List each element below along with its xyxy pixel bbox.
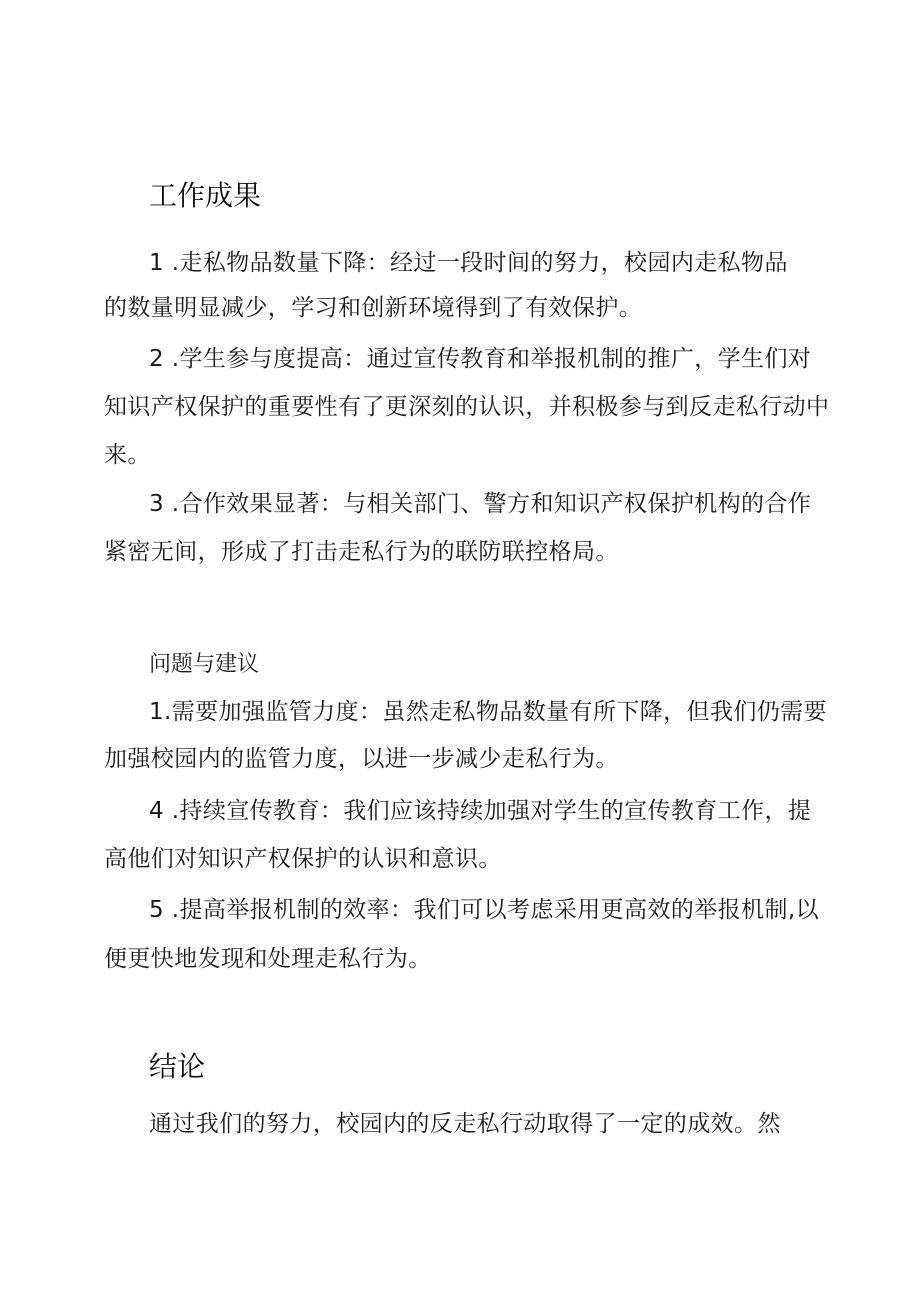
- issue-item-1-line-1: 1.需要加强监管力度：虽然走私物品数量有所下降，但我们仍需要: [149, 699, 827, 725]
- result-item-3-line-2: 紧密无间，形成了打击走私行为的联防联控格局。: [104, 539, 619, 565]
- result-item-1-line-2: 的数量明显减少，学习和创新环境得到了有效保护。: [104, 295, 643, 321]
- result-item-2-line-1: 2 .学生参与度提高：通过宣传教育和举报机制的推广，学生们对: [149, 346, 812, 372]
- issue-item-5-line-2: 便更快地发现和处理走私行为。: [104, 946, 432, 972]
- result-item-3-line-1: 3 .合作效果显著：与相关部门、警方和知识产权保护机构的合作: [149, 491, 812, 517]
- section-heading-work-results: 工作成果: [149, 179, 262, 212]
- result-item-1-line-1: 1 .走私物品数量下降：经过一段时间的努力，校园内走私物品: [149, 250, 788, 276]
- issue-item-4-line-2: 高他们对知识产权保护的认识和意识。: [104, 846, 502, 872]
- result-item-2-line-3: 来。: [104, 442, 151, 468]
- section-heading-conclusion: 结论: [149, 1050, 206, 1083]
- conclusion-line-1: 通过我们的努力，校园内的反走私行动取得了一定的成效。然: [149, 1111, 781, 1137]
- section-heading-issues: 问题与建议: [149, 652, 260, 677]
- issue-item-4-line-1: 4 .持续宣传教育：我们应该持续加强对学生的宣传教育工作，提: [149, 798, 812, 824]
- result-item-2-line-2: 知识产权保护的重要性有了更深刻的认识，并积极参与到反走私行动中: [104, 394, 830, 420]
- issue-item-5-line-1: 5 .提高举报机制的效率：我们可以考虑采用更高效的举报机制,以: [149, 897, 819, 923]
- issue-item-1-line-2: 加强校园内的监管力度，以进一步减少走私行为。: [104, 746, 619, 772]
